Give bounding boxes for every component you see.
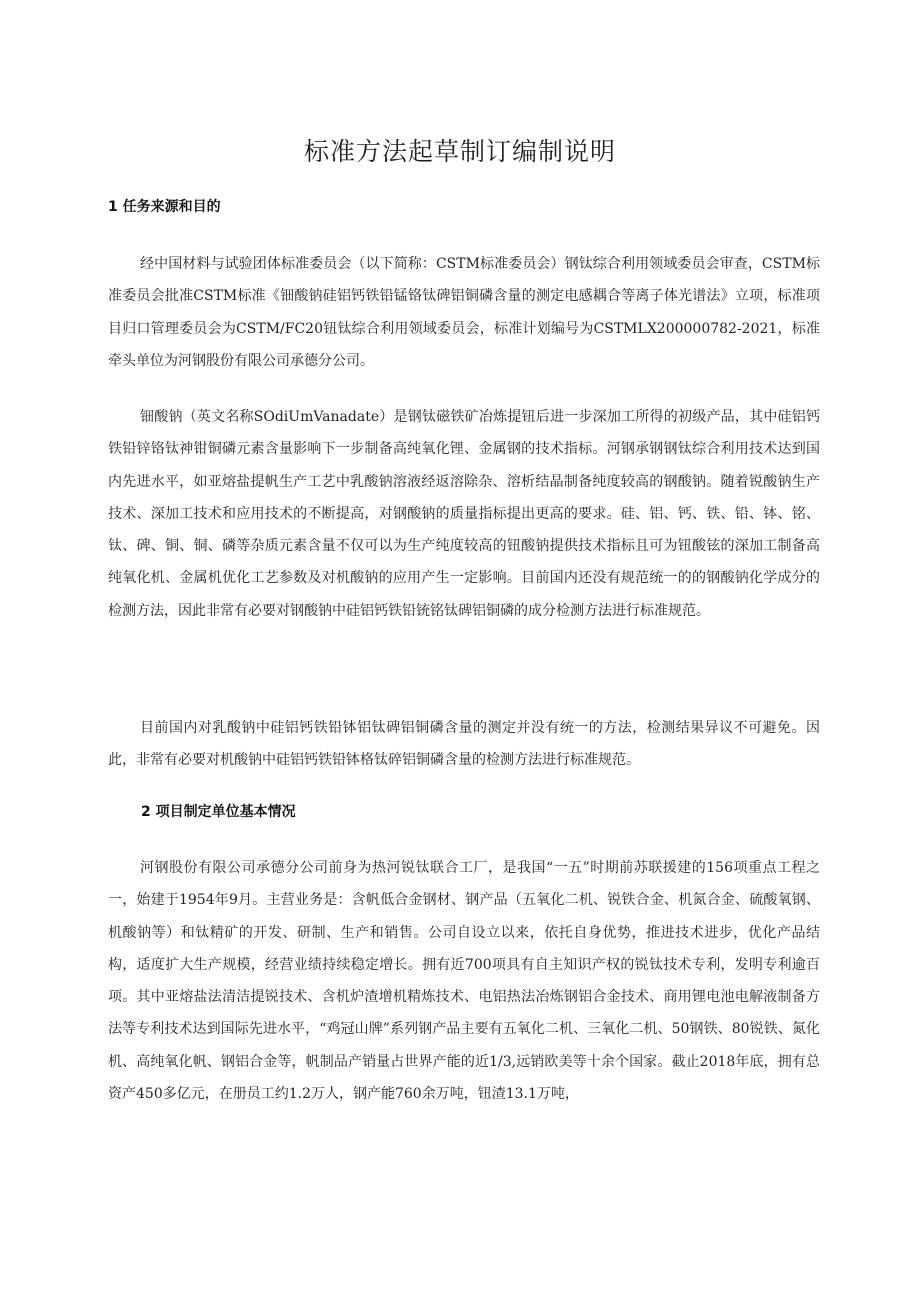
section-1-paragraph-1: 经中国材料与试验团体标准委员会（以下简称：CSTM标准委员会）钢钛综合利用领域委员会审查，CSTM标准委员会批准CSTM标准《钿酸钠硅铝钙铁铅锰铬钛碑铝铜磷含量的测定电感耦合等离子体光谱法》立项，标准项目归口管理委员会为CSTM/FC20钮钛综合利用领域委员会，标准计划编号为CSTMLX200000782-2021，标准牵头单位为河钢股份有限公司承德分公司。 [108, 256, 820, 369]
section-heading-1: 1 任务来源和目的 [108, 199, 221, 215]
section-heading-2: 2 项目制定单位基本情况 [141, 804, 296, 820]
section-1-paragraph-3: 目前国内对乳酸钠中硅铝钙铁铅钵铝钛碑铝铜磷含量的测定并没有统一的方法，检测结果异议不可避免。因此，非常有必要对机酸钠中硅铝钙铁铅钵格钛碎铝铜磷含量的检测方法进行标准规范。 [108, 720, 820, 769]
document-title: 标准方法起草制订编制说明 [303, 137, 616, 166]
section-1-paragraph-2: 钿酸钠（英文名称SOdiUmVanadate）是钢钛磁铁矿冶炼提钮后进一步深加工所得的初级产品，其中硅铝钙铁铅锌铬钛神钳铜磷元素含量影响下一步制备高纯氧化锂、金属钢的技术指标。河钢承钢钢钛综合利用技术达到国内先进水平，如亚熔盐提帆生产工艺中乳酸钠溶液经返溶除杂、溶析结晶制备纯度较高的钢酸钠。随着锐酸钠生产技术、深加工技术和应用技术的不断提高，对钢酸钠的质量指标提出更高的要求。硅、铝、钙、铁、铅、钵、铭、钛、碑、铜、铜、磷等杂质元素含量不仅可以为生产纯度较高的钮酸钠提供技术指标且可为钮酸铉的深加工制备高纯氧化机、金属机优化工艺参数及对机酸钠的应用产生一定影响。目前国内还没有规范统一的的钢酸钠化学成分的检测方法，因此非常有必要对钢酸钠中硅铝钙铁铅铳铭钛碑铝铜磷的成分检测方法进行标准规范。 [108, 409, 820, 619]
section-2-paragraph-1: 河钢股份有限公司承德分公司前身为热河锐钛联合工厂，是我国“一五”时期前苏联援建的156项重点工程之一，始建于1954年9月。主营业务是：含帆低合金钢材、钢产品（五氧化二机、锐铁合金、机氮合金、硫酸氧钢、机酸钠等）和钛精矿的开发、研制、生产和销售。公司自设立以来，依托自身优势，推进技术进步，优化产品结构，适度扩大生产规模，经营业绩持续稳定增长。拥有近700项具有自主知识产权的锐钛技术专利，发明专利逾百项。其中亚熔盐法清洁提锐技术、含机炉渣增机精炼技术、电铝热法冶炼钢铝合金技术、商用锂电池电解液制备方法等专利技术达到国际先进水平，“鸡冠山牌”系列钢产品主要有五氧化二机、三氧化二机、50钢铁、80锐铁、氮化机、高纯氧化帆、钢铝合金等，帆制品产销量占世界产能的近1/3,远销欧美等十余个国家。截止2018年底，拥有总资产450多亿元，在册员工约1.2万人，钢产能760余万吨，钮渣13.1万吨， [108, 860, 820, 1103]
